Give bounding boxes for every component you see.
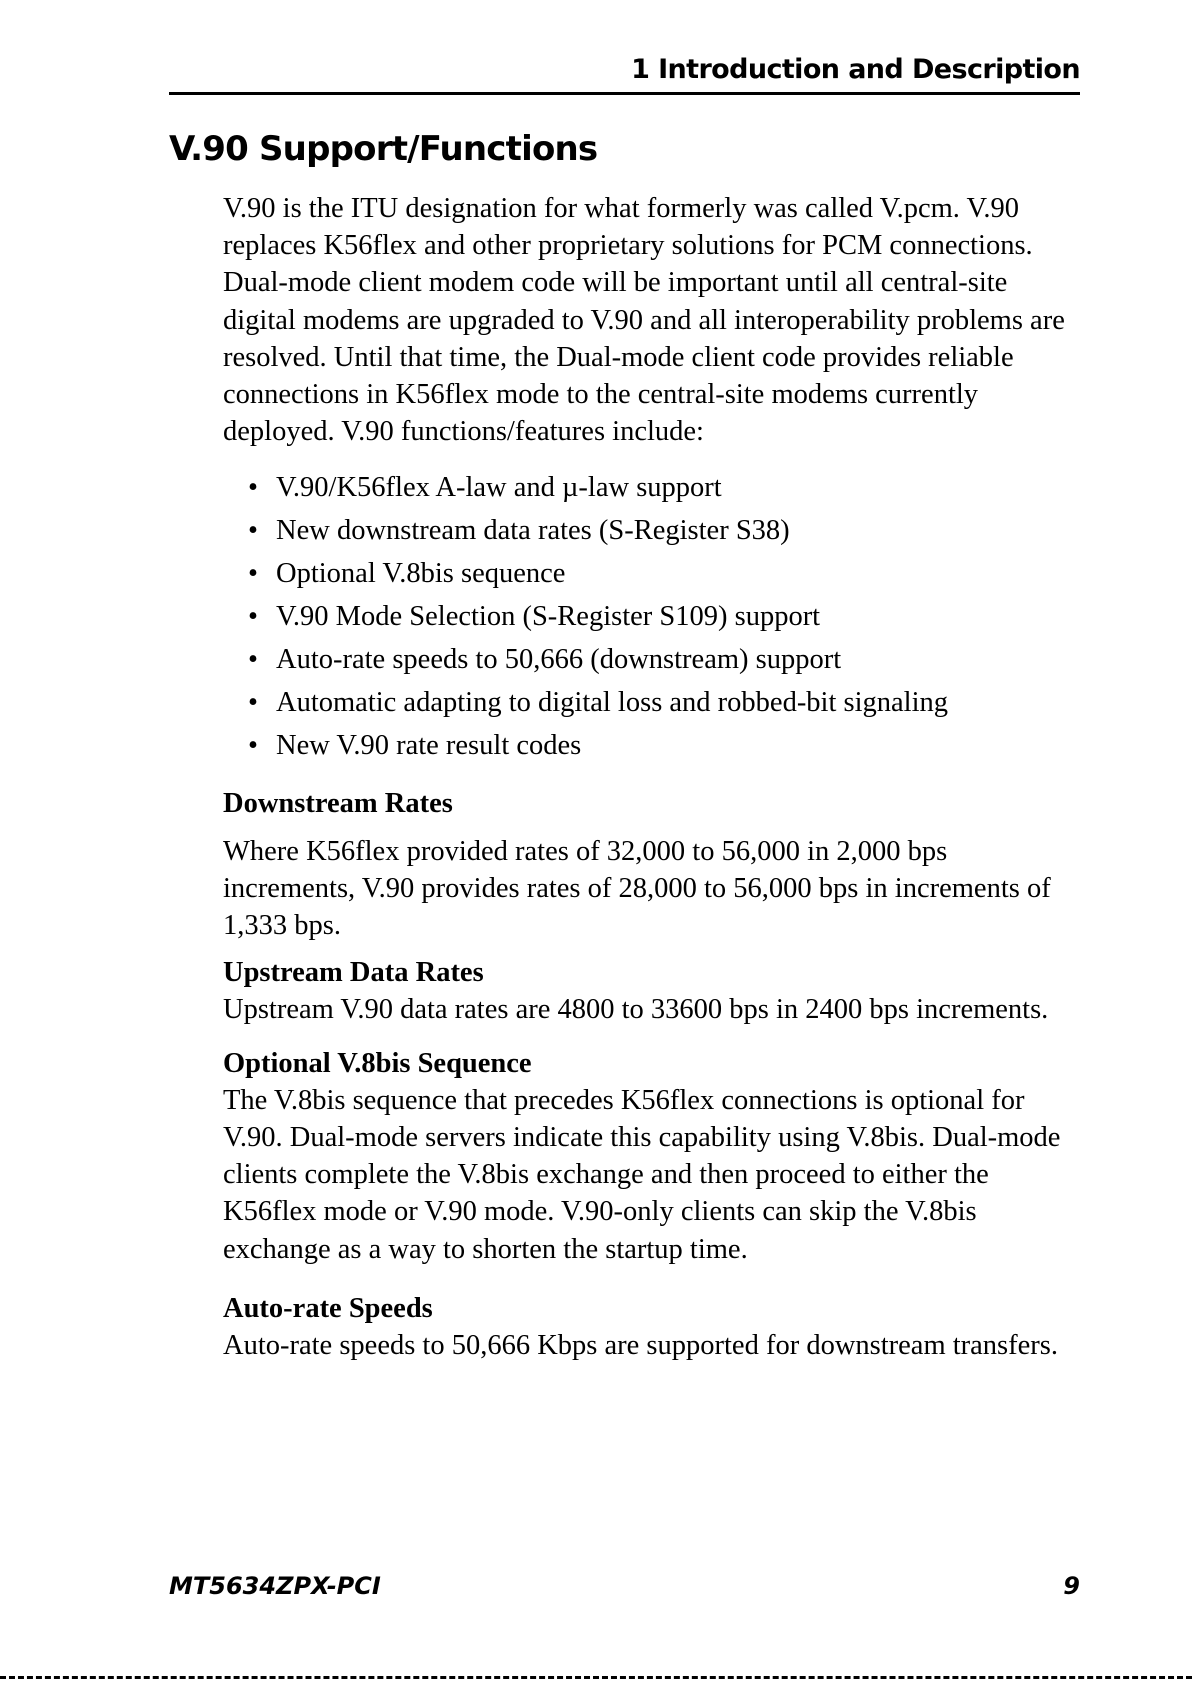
bullet-icon: • <box>248 472 258 504</box>
feature-text: V.90/K56flex A-law and µ-law support <box>276 472 722 504</box>
feature-text: New downstream data rates (S-Register S38) <box>276 515 790 547</box>
list-item <box>223 681 1083 724</box>
chapter-header: 1 Introduction and Description <box>631 54 1080 85</box>
feature-text: Auto-rate speeds to 50,666 (downstream) support <box>276 644 842 676</box>
page-cut-line <box>0 1676 1192 1679</box>
bullet-icon: • <box>248 730 258 762</box>
list-item <box>223 552 1083 595</box>
footer-page-number: 9 <box>1063 1572 1080 1600</box>
footer-product-name: MT5634ZPX-PCI <box>169 1572 381 1600</box>
feature-text: New V.90 rate result codes <box>276 730 582 762</box>
bullet-icon: • <box>248 644 258 676</box>
v8bis-text: The V.8bis sequence that precedes K56flex connections is optional for V.90. Dual-mode servers indicate this capability using V.8bis. Dual-mode clients complete the V.8bis exchange and then proceed to either the K56flex mode or V.90 mode. V.90-only clients can skip the V.8bis exchange as a way to shorten the startup time. <box>223 1084 1061 1265</box>
list-item <box>223 638 1083 681</box>
intro-paragraph: V.90 is the ITU designation for what formerly was called V.pcm. V.90 replaces K56flex and other proprietary solutions for PCM connections. Dual-mode client modem code will be important until all central-site digital modems are upgraded to V.90 and all interoperability problems are resolved. Until that time, the Dual-mode client code provides reliable connections in K56flex mode to the central-site modems currently deployed. V.90 functions/features include: <box>223 193 1065 448</box>
header-rule <box>169 92 1080 95</box>
list-item <box>223 595 1083 638</box>
feature-text: Automatic adapting to digital loss and robbed-bit signaling <box>276 687 949 719</box>
section-body <box>223 190 1083 1364</box>
autorate-heading: Auto-rate Speeds <box>223 1292 433 1324</box>
feature-text: V.90 Mode Selection (S-Register S109) support <box>276 601 821 633</box>
list-item <box>223 724 1083 767</box>
upstream-rates-text: Upstream V.90 data rates are 4800 to 33600 bps in 2400 bps increments. <box>223 994 1049 1026</box>
bullet-icon: • <box>248 601 258 633</box>
bullet-icon: • <box>248 687 258 719</box>
bullet-icon: • <box>248 515 258 547</box>
feature-list <box>223 466 1083 767</box>
bullet-icon: • <box>248 558 258 590</box>
upstream-rates-heading: Upstream Data Rates <box>223 957 484 989</box>
feature-text: Optional V.8bis sequence <box>276 558 566 590</box>
downstream-rates-text: Where K56flex provided rates of 32,000 to 56,000 in 2,000 bps increments, V.90 provides rates of 28,000 to 56,000 bps in increments of 1,333 bps. <box>223 835 1051 942</box>
section-title: V.90 Support/Functions <box>169 129 598 169</box>
v8bis-heading: Optional V.8bis Sequence <box>223 1047 532 1079</box>
list-item <box>223 509 1083 552</box>
downstream-rates-heading: Downstream Rates <box>223 788 453 820</box>
autorate-text: Auto-rate speeds to 50,666 Kbps are supported for downstream transfers. <box>223 1330 1058 1362</box>
list-item <box>223 466 1083 509</box>
